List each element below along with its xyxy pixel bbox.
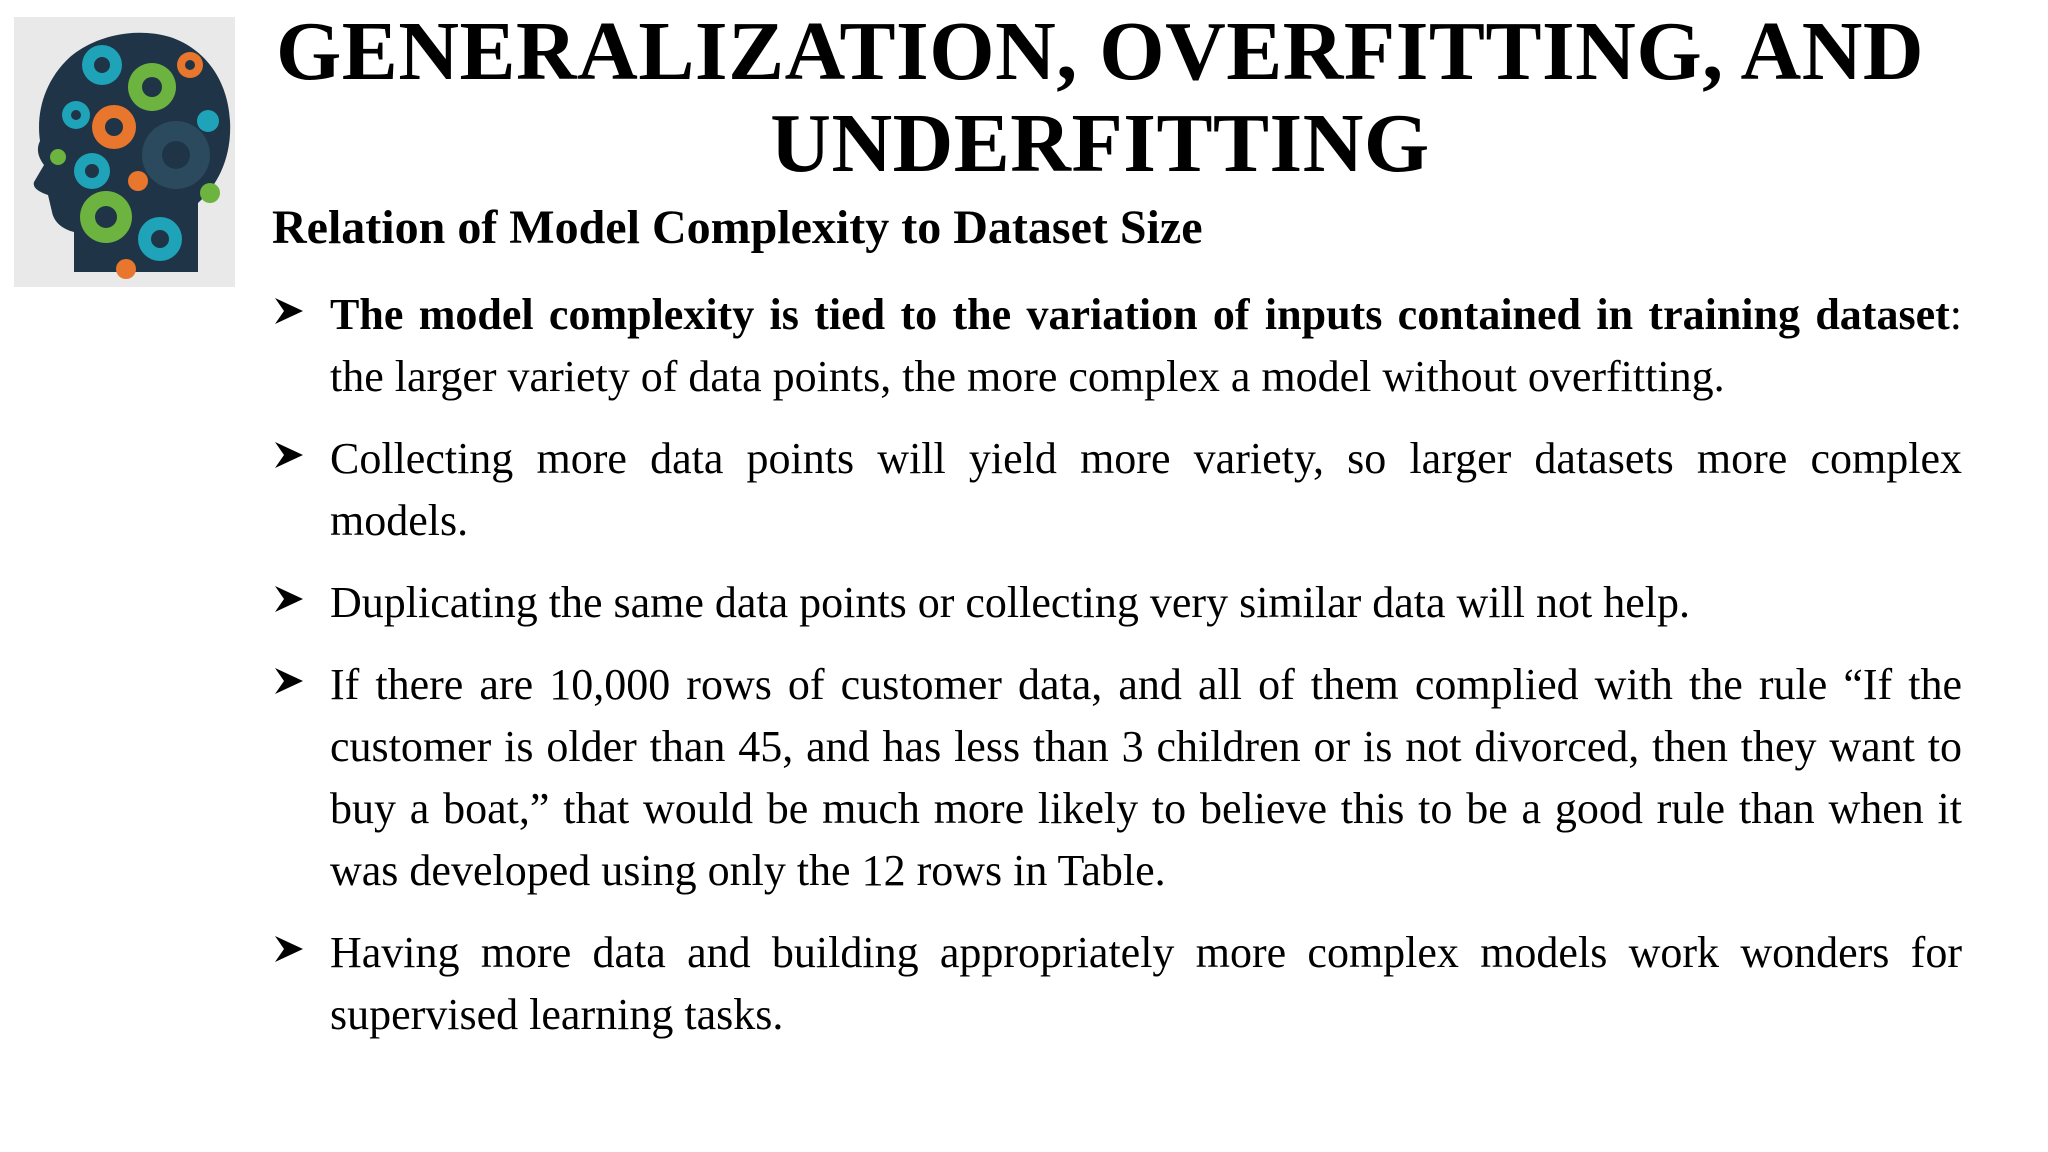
bullet-item xyxy=(272,284,1962,408)
arrowhead-bullet-icon xyxy=(272,294,306,328)
slide-title xyxy=(250,6,1950,190)
bullet-list xyxy=(272,284,1962,1066)
head-with-gears-icon xyxy=(14,17,235,287)
arrowhead-bullet-icon xyxy=(272,664,306,698)
bullet-text: Collecting more data points will yield more variety, so larger datasets more complex models. xyxy=(330,434,1962,545)
arrowhead-bullet-icon xyxy=(272,932,306,966)
bullet-item xyxy=(272,922,1962,1046)
arrowhead-bullet-icon xyxy=(272,582,306,616)
arrowhead-bullet-icon xyxy=(272,438,306,472)
bullet-text: If there are 10,000 rows of customer data, and all of them complied with the rule “If the customer is older than 45, and has less than 3 children or is not divorced, then they want to buy a boat,” that would be much more likely to believe this to be a good rule than when it was developed using only the 12 rows in Table. xyxy=(330,660,1962,895)
title-line-2: UNDERFITTING xyxy=(770,97,1430,190)
title-line-1: GENERALIZATION, OVERFITTING, AND xyxy=(275,5,1925,98)
bullet-item xyxy=(272,572,1962,634)
bullet-item xyxy=(272,654,1962,902)
slide-subtitle: Relation of Model Complexity to Dataset Size xyxy=(272,201,1203,254)
bullet-item xyxy=(272,428,1962,552)
bullet-text: Duplicating the same data points or collecting very similar data will not help. xyxy=(330,578,1690,627)
bullet-text: Having more data and building appropriately more complex models work wonders for supervised learning tasks. xyxy=(330,928,1962,1039)
bullet-bold-text: The model complexity is tied to the variation of inputs contained in training dataset xyxy=(330,290,1950,339)
bullet-text: : the larger variety of data points, the more complex a model without overfitting. xyxy=(330,290,1962,401)
